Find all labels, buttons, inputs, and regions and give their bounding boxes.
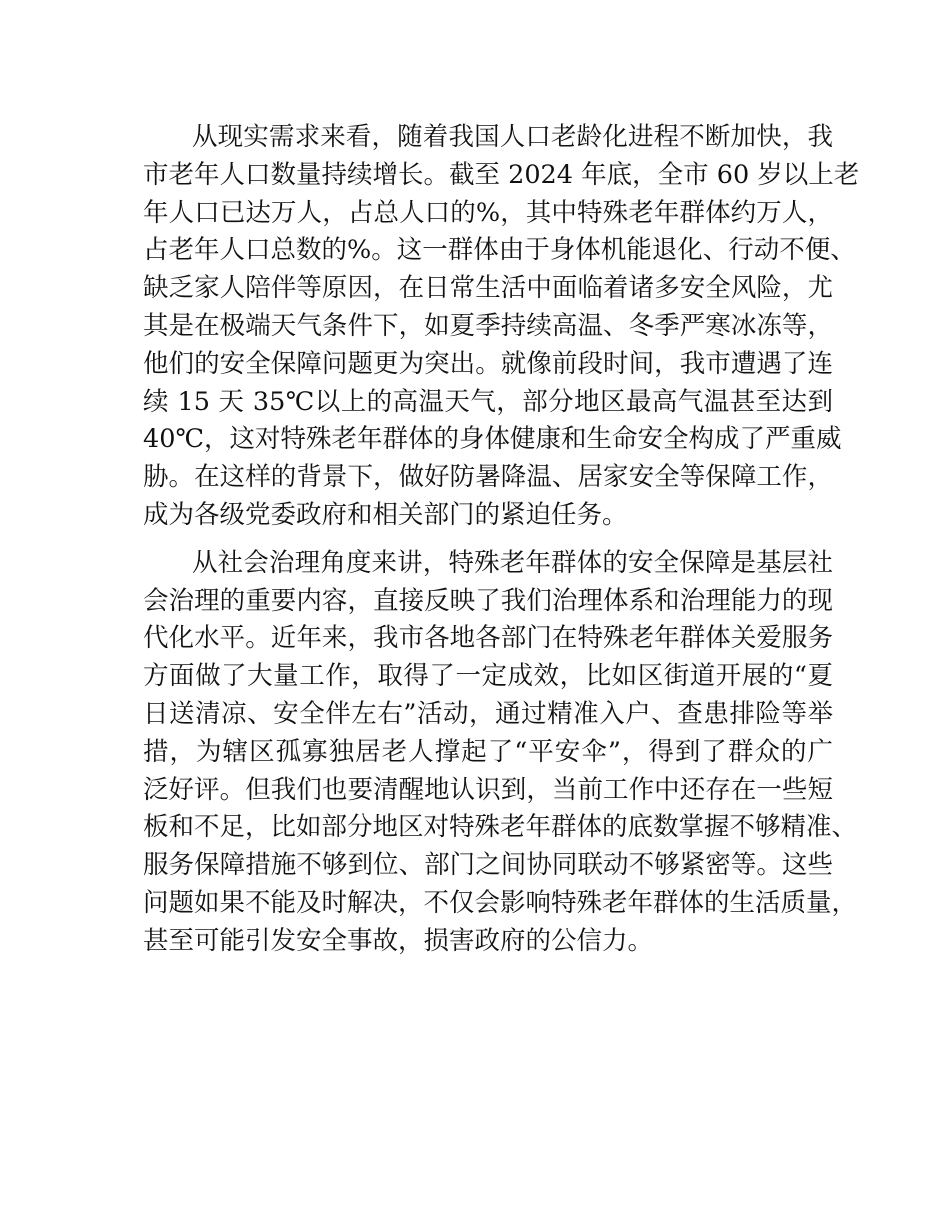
paragraph-2 xyxy=(143,545,858,961)
text-line: 年人口已达万人，占总人口的%，其中特殊老年群体约万人， xyxy=(143,197,833,228)
text-line: 措，为辖区孤寡独居老人撑起了“平安伞”，得到了群众的广 xyxy=(143,736,833,767)
text-line: 从社会治理角度来讲，特殊老年群体的安全保障是基层社 xyxy=(192,547,833,578)
text-line: 服务保障措施不够到位、部门之间协同联动不够紧密等。这些 xyxy=(143,850,833,881)
text-line: 成为各级党委政府和相关部门的紧迫任务。 xyxy=(143,499,628,530)
paragraph-1 xyxy=(143,119,860,535)
text-line: 会治理的重要内容，直接反映了我们治理体系和治理能力的现 xyxy=(143,585,833,616)
text-line: 胁。在这样的背景下，做好防暑降温、居家安全等保障工作， xyxy=(143,462,833,493)
text-line: 续 15 天 35℃以上的高温天气，部分地区最高气温甚至达到 xyxy=(143,386,833,417)
text-line: 问题如果不能及时解决，不仅会影响特殊老年群体的生活质量， xyxy=(143,887,858,918)
text-line: 泛好评。但我们也要清醒地认识到，当前工作中还存在一些短 xyxy=(143,774,833,805)
text-line: 40℃，这对特殊老年群体的身体健康和生命安全构成了严重威 xyxy=(143,424,842,455)
text-line: 市老年人口数量持续增长。截至 2024 年底，全市 60 岁以上老 xyxy=(143,159,860,190)
text-line: 板和不足，比如部分地区对特殊老年群体的底数掌握不够精准、 xyxy=(143,812,858,843)
text-line: 甚至可能引发安全事故，损害政府的公信力。 xyxy=(143,925,654,956)
document-body xyxy=(143,119,860,961)
text-line: 从现实需求来看，随着我国人口老龄化进程不断加快，我 xyxy=(192,122,833,152)
text-line: 占老年人口总数的%。这一群体由于身体机能退化、行动不便、 xyxy=(143,235,856,266)
text-line: 日送清凉、安全伴左右”活动，通过精准入户、查患排险等举 xyxy=(143,698,833,729)
text-line: 其是在极端天气条件下，如夏季持续高温、冬季严寒冰冻等， xyxy=(143,310,833,341)
text-line: 他们的安全保障问题更为突出。就像前段时间，我市遭遇了连 xyxy=(143,348,833,379)
text-line: 方面做了大量工作，取得了一定成效，比如区街道开展的“夏 xyxy=(143,661,833,692)
text-line: 代化水平。近年来，我市各地各部门在特殊老年群体关爱服务 xyxy=(143,623,833,654)
text-line: 缺乏家人陪伴等原因，在日常生活中面临着诸多安全风险，尤 xyxy=(143,273,833,304)
